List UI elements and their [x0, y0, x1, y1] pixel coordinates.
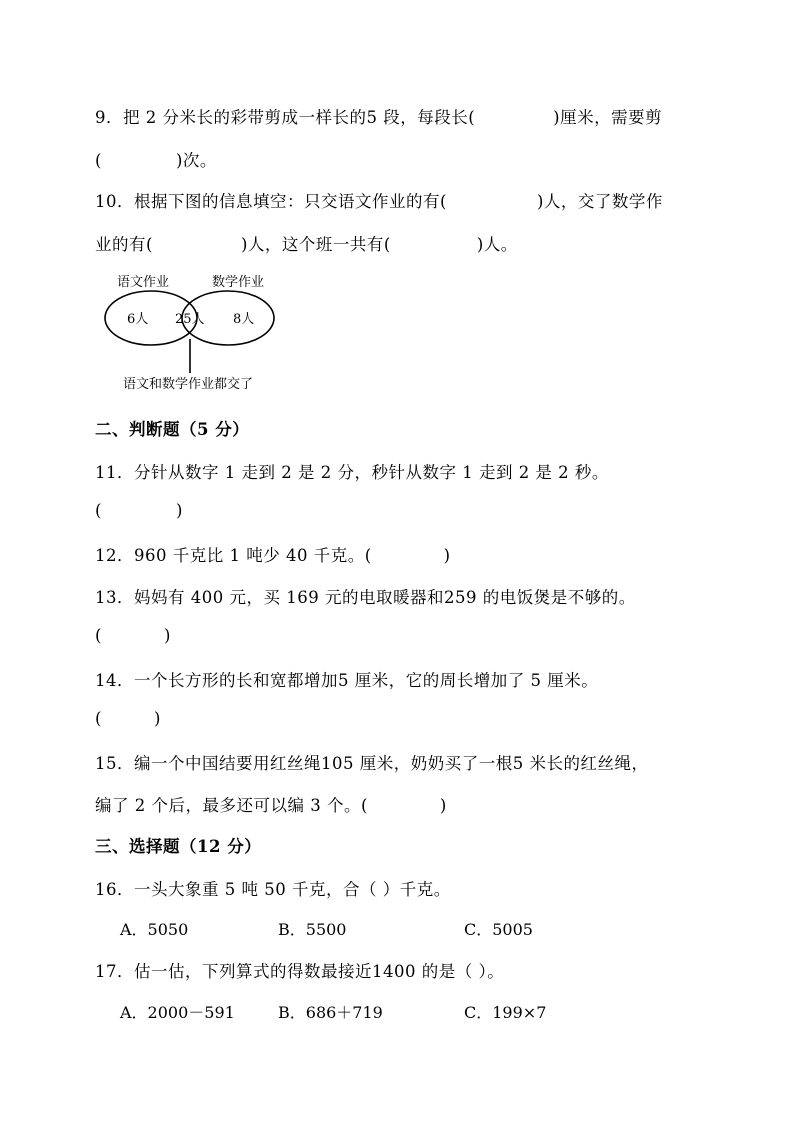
question-9-text-b: )厘米，需要剪 — [553, 108, 663, 127]
question-16-option-a[interactable]: A．5050 — [120, 920, 189, 939]
venn-caption: 语文和数学作业都交了 — [123, 377, 254, 392]
venn-left-only-count: 6人 — [127, 312, 149, 327]
paren-open: ( — [95, 709, 102, 728]
section-3-title: 三、选择题（12 分） — [95, 837, 262, 856]
paren-close: ) — [153, 709, 161, 728]
question-14-answer — [95, 709, 161, 728]
question-10-text-c: 业的有( — [95, 235, 153, 254]
paren-close: ) — [175, 501, 183, 520]
venn-label-left: 语文作业 — [117, 275, 170, 290]
question-14-text: 14．一个长方形的长和宽都增加5 厘米，它的周长增加了 5 厘米。 — [95, 671, 599, 690]
question-17-option-a[interactable]: A．2000－591 — [120, 1003, 235, 1022]
question-16-option-b[interactable]: B．5500 — [278, 920, 347, 939]
paren-close: ) — [439, 796, 447, 815]
paren-open: ( — [95, 501, 102, 520]
question-10-text-b: )人，交了数学作 — [536, 192, 663, 211]
question-9-text-c: )次。 — [175, 151, 217, 170]
question-16-option-c[interactable]: C．5005 — [464, 920, 533, 939]
question-10-line-1 — [95, 188, 663, 212]
venn-label-right: 数学作业 — [212, 275, 265, 290]
question-12-text: 12．960 千克比 1 吨少 40 千克。( — [95, 546, 372, 565]
question-16-text: 16．一头大象重 5 吨 50 千克，合（ ）千克。 — [95, 880, 451, 899]
question-13-text: 13．妈妈有 400 元，买 169 元的电取暖器和259 的电饭煲是不够的。 — [95, 588, 636, 607]
question-10-text-a: 10．根据下图的信息填空：只交语文作业的有( — [95, 192, 447, 211]
paren-close: ) — [443, 546, 451, 565]
question-11-answer — [95, 501, 183, 520]
venn-right-only-count: 8人 — [233, 312, 255, 327]
question-15-line-2 — [95, 792, 447, 816]
question-11-text: 11．分针从数字 1 走到 2 是 2 分，秒针从数字 1 走到 2 是 2 秒。 — [95, 463, 609, 482]
paren-open: ( — [95, 626, 102, 645]
question-10-text-e: )人。 — [476, 235, 518, 254]
question-15-line-1: 15．编一个中国结要用红丝绳105 厘米，奶奶买了一根5 米长的红丝绳， — [95, 754, 649, 773]
section-2-title: 二、判断题（5 分） — [95, 420, 250, 439]
question-9-text-a: 9．把 2 分米长的彩带剪成一样长的5 段，每段长( — [95, 108, 476, 127]
question-10-line-2 — [95, 231, 518, 255]
question-15-text: 编了 2 个后，最多还可以编 3 个。( — [95, 796, 368, 815]
venn-both-count: 25人 — [175, 312, 205, 327]
question-9-line-1 — [95, 104, 662, 128]
question-9-line-2 — [95, 147, 217, 171]
paren-open: ( — [95, 151, 102, 170]
question-13-answer — [95, 626, 171, 645]
question-17-option-b[interactable]: B．686＋719 — [278, 1003, 383, 1022]
venn-diagram — [95, 268, 295, 398]
question-17-text: 17．估一估，下列算式的得数最接近1400 的是（ ）。 — [95, 962, 505, 981]
paren-close: ) — [163, 626, 171, 645]
question-10-text-d: )人，这个班一共有( — [240, 235, 391, 254]
question-12-line — [95, 542, 451, 566]
question-17-option-c[interactable]: C．199×7 — [464, 1003, 547, 1022]
